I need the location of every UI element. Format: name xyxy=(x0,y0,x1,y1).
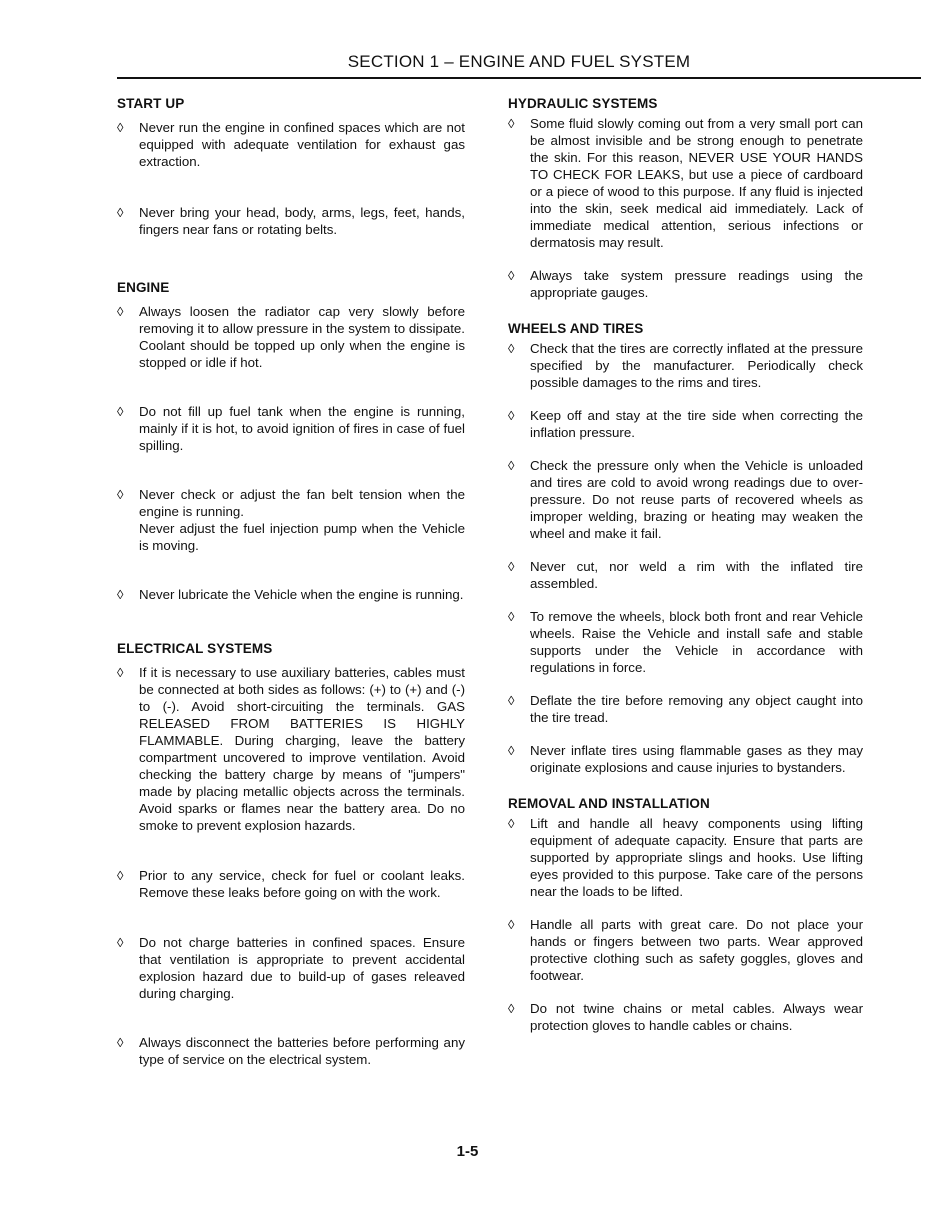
hydraulic-systems-title: HYDRAULIC SYSTEMS xyxy=(508,96,658,111)
diamond-bullet-icon: ◊ xyxy=(117,665,124,680)
list-item: ◊ Do not fill up fuel tank when the engine is running, mainly if it is hot, to avoid ignition of fires in case of fuel spilling. xyxy=(117,404,465,453)
diamond-bullet-icon: ◊ xyxy=(117,304,124,319)
right-column xyxy=(508,96,863,1034)
list-item: ◊ Handle all parts with great care. Do not place your hands or fingers between two parts. Wear approved protective clothing such as safety goggles, gloves and footwear. xyxy=(508,917,863,983)
list-item: ◊ Never bring your head, body, arms, legs, feet, hands, fingers near fans or rotating belts. xyxy=(117,205,465,237)
left-column xyxy=(117,96,465,1068)
diamond-bullet-icon: ◊ xyxy=(508,917,515,932)
diamond-bullet-icon: ◊ xyxy=(508,743,515,758)
list-item: ◊ Deflate the tire before removing any object caught into the tire tread. xyxy=(508,693,863,725)
wheels-and-tires-title: WHEELS AND TIRES xyxy=(508,321,644,336)
diamond-bullet-icon: ◊ xyxy=(508,609,515,624)
list-item: ◊ Never lubricate the Vehicle when the engine is running. xyxy=(117,587,464,602)
diamond-bullet-icon: ◊ xyxy=(508,693,515,708)
diamond-bullet-icon: ◊ xyxy=(508,268,515,283)
list-item: ◊ To remove the wheels, block both front and rear Vehicle wheels. Raise the Vehicle and install safe and stable supports under the Vehicle in accordance with regulations in force. xyxy=(508,609,863,675)
diamond-bullet-icon: ◊ xyxy=(117,868,124,883)
diamond-bullet-icon: ◊ xyxy=(508,408,515,423)
list-item: ◊ Lift and handle all heavy components using lifting equipment of adequate capacity. Ensure that parts are supported by appropriate slings and hooks. Use lifting eyes provided to this purpose. Take care of the persons near the loads to be lifted. xyxy=(508,816,863,899)
diamond-bullet-icon: ◊ xyxy=(508,116,515,131)
page-number: 1-5 xyxy=(456,1143,479,1160)
list-item: ◊ If it is necessary to use auxiliary batteries, cables must be connected at both sides as follows: (+) to (+) and (-) to (-). Avoid short-circuiting the terminals. GAS RELEASED FROM BATTERIES IS HIGHLY FLAMMABLE. During charging, leave the battery compartment uncovered to improve ventilation. Avoid checking the battery charge by means of "jumpers" made by placing metallic objects across the terminals. Avoid sparks or flames near the battery area. Do no smoke to prevent explosion hazards. xyxy=(117,665,465,833)
list-item: ◊ Never cut, nor weld a rim with the inflated tire assembled. xyxy=(508,559,863,591)
diamond-bullet-icon: ◊ xyxy=(117,404,124,419)
removal-and-installation-title: REMOVAL AND INSTALLATION xyxy=(508,796,710,811)
diamond-bullet-icon: ◊ xyxy=(117,487,124,502)
diamond-bullet-icon: ◊ xyxy=(117,935,124,950)
list-item: ◊ Always disconnect the batteries before performing any type of service on the electrical system. xyxy=(117,1035,465,1067)
list-item: ◊ Prior to any service, check for fuel or coolant leaks. Remove these leaks before going on with the work. xyxy=(117,868,465,900)
diamond-bullet-icon: ◊ xyxy=(117,1035,124,1050)
list-item: ◊ Never inflate tires using flammable gases as they may originate explosions and cause injuries to bystanders. xyxy=(508,743,863,775)
list-item: ◊ Check that the tires are correctly inflated at the pressure specified by the manufacturer. Periodically check possible damages to the rims and tires. xyxy=(508,341,863,390)
diamond-bullet-icon: ◊ xyxy=(117,120,124,135)
diamond-bullet-icon: ◊ xyxy=(117,205,124,220)
list-item: ◊ Check the pressure only when the Vehicle is unloaded and tires are cold to avoid wrong readings due to over-pressure. Do not reuse parts of recovered wheels as improper welding, brazing or heating may weaken the wheel and make it fail. xyxy=(508,458,863,541)
start-up-title: START UP xyxy=(117,96,185,111)
list-item: ◊ Keep off and stay at the tire side when correcting the inflation pressure. xyxy=(508,408,863,440)
list-item: ◊ Always loosen the radiator cap very slowly before removing it to allow pressure in the system to dissipate. Coolant should be topped up only when the engine is stopped or idle if hot. xyxy=(117,304,465,370)
list-item: ◊ Do not twine chains or metal cables. Always wear protection gloves to handle cables or chains. xyxy=(508,1001,863,1033)
diamond-bullet-icon: ◊ xyxy=(508,559,515,574)
diamond-bullet-icon: ◊ xyxy=(508,1001,515,1016)
list-item: ◊ Never run the engine in confined spaces which are not equipped with adequate ventilation for exhaust gas extraction. xyxy=(117,120,465,169)
diamond-bullet-icon: ◊ xyxy=(117,587,124,602)
diamond-bullet-icon: ◊ xyxy=(508,816,515,831)
list-item: ◊ Never check or adjust the fan belt tension when the engine is running. Never adjust the fuel injection pump when the Vehicle is moving. xyxy=(117,487,465,553)
section-header: SECTION 1 – ENGINE AND FUEL SYSTEM xyxy=(347,52,691,71)
list-item: ◊ Do not charge batteries in confined spaces. Ensure that ventilation is appropriate to prevent accidental explosion hazard due to build-up of gases releaved during charging. xyxy=(117,935,465,1001)
electrical-systems-title: ELECTRICAL SYSTEMS xyxy=(117,641,273,656)
diamond-bullet-icon: ◊ xyxy=(508,458,515,473)
list-item: ◊ Always take system pressure readings using the appropriate gauges. xyxy=(508,268,863,300)
engine-title: ENGINE xyxy=(117,280,170,295)
list-item: ◊ Some fluid slowly coming out from a very small port can be almost invisible and be strong enough to penetrate the skin. For this reason, NEVER USE YOUR HANDS TO CHECK FOR LEAKS, but use a piece of cardboard or a piece of wood to this purpose. If any fluid is injected into the skin, seek medical aid immediately. Lack of immediate medical attention, serious infections or dermatosis may result. xyxy=(508,116,863,250)
header-rule xyxy=(117,77,921,79)
diamond-bullet-icon: ◊ xyxy=(508,341,515,356)
